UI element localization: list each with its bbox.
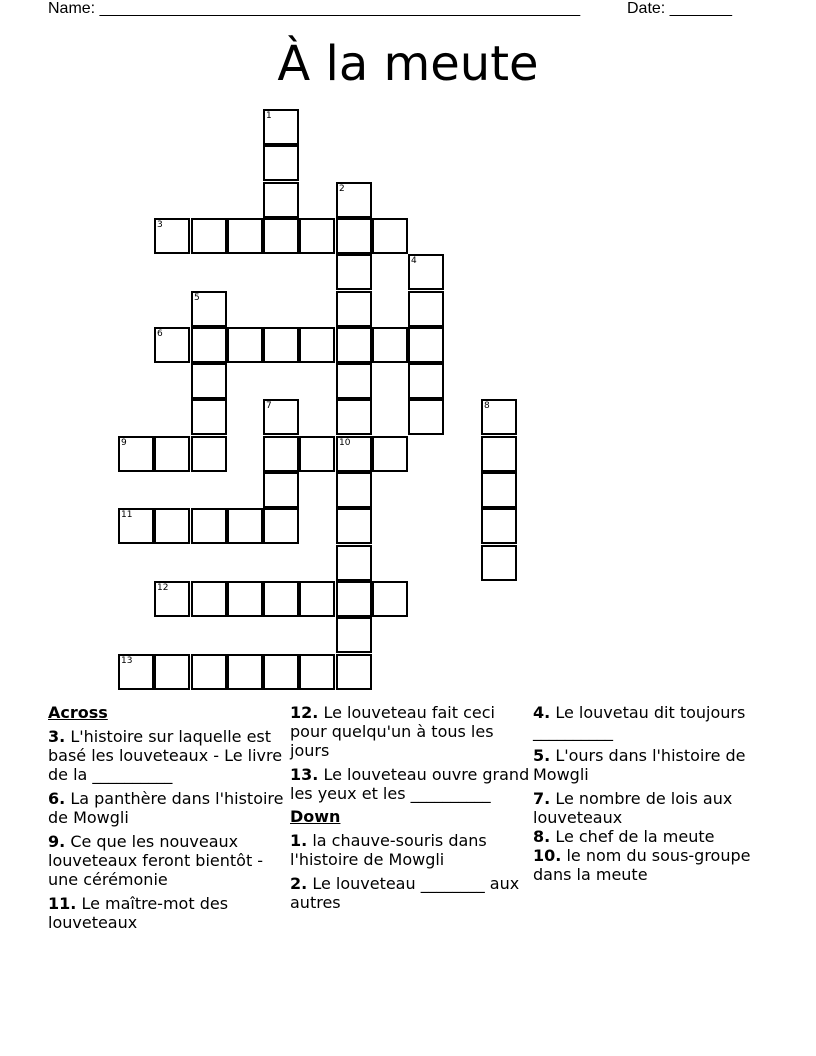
cell-number: 10 — [339, 438, 351, 448]
cell-number: 7 — [266, 401, 272, 411]
grid-cell[interactable] — [336, 327, 372, 363]
grid-cell[interactable] — [408, 291, 444, 327]
clue-text: Le louvetau dit toujours __________ — [533, 703, 746, 741]
clues-column-1 — [48, 703, 288, 932]
grid-cell[interactable] — [191, 218, 227, 254]
grid-cell[interactable] — [481, 399, 517, 435]
grid-cell[interactable] — [154, 218, 190, 254]
grid-cell[interactable] — [336, 581, 372, 617]
grid-cell[interactable] — [191, 399, 227, 435]
clue-number: 11. — [48, 894, 77, 913]
clue-text: le nom du sous-groupe dans la meute — [533, 846, 751, 884]
grid-cell[interactable] — [227, 508, 263, 544]
clue-text: Le louveteau fait ceci pour quelqu'un à tous les jours — [290, 703, 495, 760]
clue-text: La panthère dans l'histoire de Mowgli — [48, 789, 284, 827]
grid-cell[interactable] — [299, 218, 335, 254]
grid-cell[interactable] — [227, 654, 263, 690]
clue-text: la chauve-souris dans l'histoire de Mowgli — [290, 831, 487, 869]
grid-cell[interactable] — [263, 182, 299, 218]
clue-text: Le louveteau ________ aux autres — [290, 874, 520, 912]
clue-across-6 — [48, 789, 288, 827]
grid-cell[interactable] — [336, 472, 372, 508]
grid-cell[interactable] — [191, 654, 227, 690]
grid-cell[interactable] — [336, 291, 372, 327]
cell-number: 3 — [157, 220, 163, 230]
cell-number: 1 — [266, 111, 272, 121]
grid-cell[interactable] — [263, 399, 299, 435]
grid-cell[interactable] — [481, 436, 517, 472]
grid-cell[interactable] — [372, 436, 408, 472]
grid-cell[interactable] — [372, 581, 408, 617]
grid-cell[interactable] — [372, 327, 408, 363]
grid-cell[interactable] — [118, 436, 154, 472]
date-field: Date: _______ — [627, 0, 732, 17]
cell-number: 2 — [339, 184, 345, 194]
clue-number: 1. — [290, 831, 308, 850]
clue-text: Le chef de la meute — [555, 827, 715, 846]
grid-cell[interactable] — [336, 218, 372, 254]
grid-cell[interactable] — [118, 508, 154, 544]
grid-cell[interactable] — [191, 581, 227, 617]
grid-cell[interactable] — [263, 327, 299, 363]
clue-down-10 — [533, 846, 773, 884]
page-title: À la meute — [277, 36, 539, 92]
grid-cell[interactable] — [263, 218, 299, 254]
grid-cell[interactable] — [191, 327, 227, 363]
grid-cell[interactable] — [336, 399, 372, 435]
clue-number: 9. — [48, 832, 66, 851]
grid-cell[interactable] — [263, 581, 299, 617]
grid-cell[interactable] — [336, 363, 372, 399]
clue-number: 12. — [290, 703, 319, 722]
clue-text: Le maître-mot des louveteaux — [48, 894, 229, 932]
clue-number: 6. — [48, 789, 66, 808]
grid-cell[interactable] — [336, 508, 372, 544]
grid-cell[interactable] — [154, 327, 190, 363]
grid-cell[interactable] — [299, 654, 335, 690]
grid-cell[interactable] — [299, 581, 335, 617]
clue-number: 3. — [48, 727, 66, 746]
grid-cell[interactable] — [481, 545, 517, 581]
grid-cell[interactable] — [263, 472, 299, 508]
clue-across-3 — [48, 727, 288, 784]
across-heading: Across — [48, 703, 108, 722]
cell-number: 8 — [484, 401, 490, 411]
clue-text: Le nombre de lois aux louveteaux — [533, 789, 733, 827]
grid-cell[interactable] — [481, 472, 517, 508]
grid-cell[interactable] — [118, 654, 154, 690]
grid-cell[interactable] — [336, 254, 372, 290]
grid-cell[interactable] — [263, 654, 299, 690]
name-field: Name: ______________________________________________________ — [48, 0, 581, 17]
cell-number: 6 — [157, 329, 163, 339]
down-heading: Down — [290, 807, 341, 826]
clue-text: Le louveteau ouvre grand les yeux et les __________ — [290, 765, 530, 803]
clue-down-2 — [290, 874, 530, 912]
clue-number: 7. — [533, 789, 551, 808]
cell-number: 9 — [121, 438, 127, 448]
cell-number: 12 — [157, 583, 169, 593]
grid-cell[interactable] — [372, 218, 408, 254]
grid-cell[interactable] — [336, 436, 372, 472]
grid-cell[interactable] — [227, 581, 263, 617]
clue-down-8 — [533, 827, 773, 846]
grid-cell[interactable] — [154, 581, 190, 617]
grid-cell[interactable] — [263, 145, 299, 181]
grid-cell[interactable] — [299, 327, 335, 363]
grid-cell[interactable] — [191, 508, 227, 544]
clue-number: 13. — [290, 765, 319, 784]
clue-across-11 — [48, 894, 288, 932]
clues-column-2 — [290, 703, 530, 912]
grid-cell[interactable] — [263, 436, 299, 472]
clue-text: L'ours dans l'histoire de Mowgli — [533, 746, 746, 784]
clue-text: L'histoire sur laquelle est basé les louveteaux - Le livre de la __________ — [48, 727, 283, 784]
clue-number: 4. — [533, 703, 551, 722]
grid-cell[interactable] — [408, 254, 444, 290]
clue-down-5 — [533, 746, 773, 784]
grid-cell[interactable] — [299, 436, 335, 472]
grid-cell[interactable] — [191, 291, 227, 327]
grid-cell[interactable] — [408, 399, 444, 435]
clue-down-4 — [533, 703, 773, 741]
grid-cell[interactable] — [154, 654, 190, 690]
grid-cell[interactable] — [154, 508, 190, 544]
grid-cell[interactable] — [227, 327, 263, 363]
grid-cell[interactable] — [408, 363, 444, 399]
grid-cell[interactable] — [408, 327, 444, 363]
clue-number: 10. — [533, 846, 562, 865]
clue-across-9 — [48, 832, 288, 889]
grid-cell[interactable] — [227, 218, 263, 254]
clue-text: Ce que les nouveaux louveteaux feront bientôt - une cérémonie — [48, 832, 264, 889]
clue-number: 5. — [533, 746, 551, 765]
clue-number: 8. — [533, 827, 551, 846]
clue-down-7 — [533, 789, 773, 827]
clue-across-12 — [290, 703, 530, 760]
grid-cell[interactable] — [336, 545, 372, 581]
cell-number: 11 — [121, 510, 133, 520]
cell-number: 4 — [411, 256, 417, 266]
cell-number: 13 — [121, 656, 133, 666]
grid-cell[interactable] — [263, 508, 299, 544]
cell-number: 5 — [194, 293, 200, 303]
clue-down-1 — [290, 831, 530, 869]
grid-cell[interactable] — [481, 508, 517, 544]
grid-cell[interactable] — [336, 617, 372, 653]
clue-across-13 — [290, 765, 530, 803]
grid-cell[interactable] — [263, 109, 299, 145]
grid-cell[interactable] — [336, 654, 372, 690]
grid-cell[interactable] — [191, 363, 227, 399]
clues-column-3 — [533, 703, 773, 884]
grid-cell[interactable] — [336, 182, 372, 218]
grid-cell[interactable] — [191, 436, 227, 472]
clue-number: 2. — [290, 874, 308, 893]
grid-cell[interactable] — [154, 436, 190, 472]
